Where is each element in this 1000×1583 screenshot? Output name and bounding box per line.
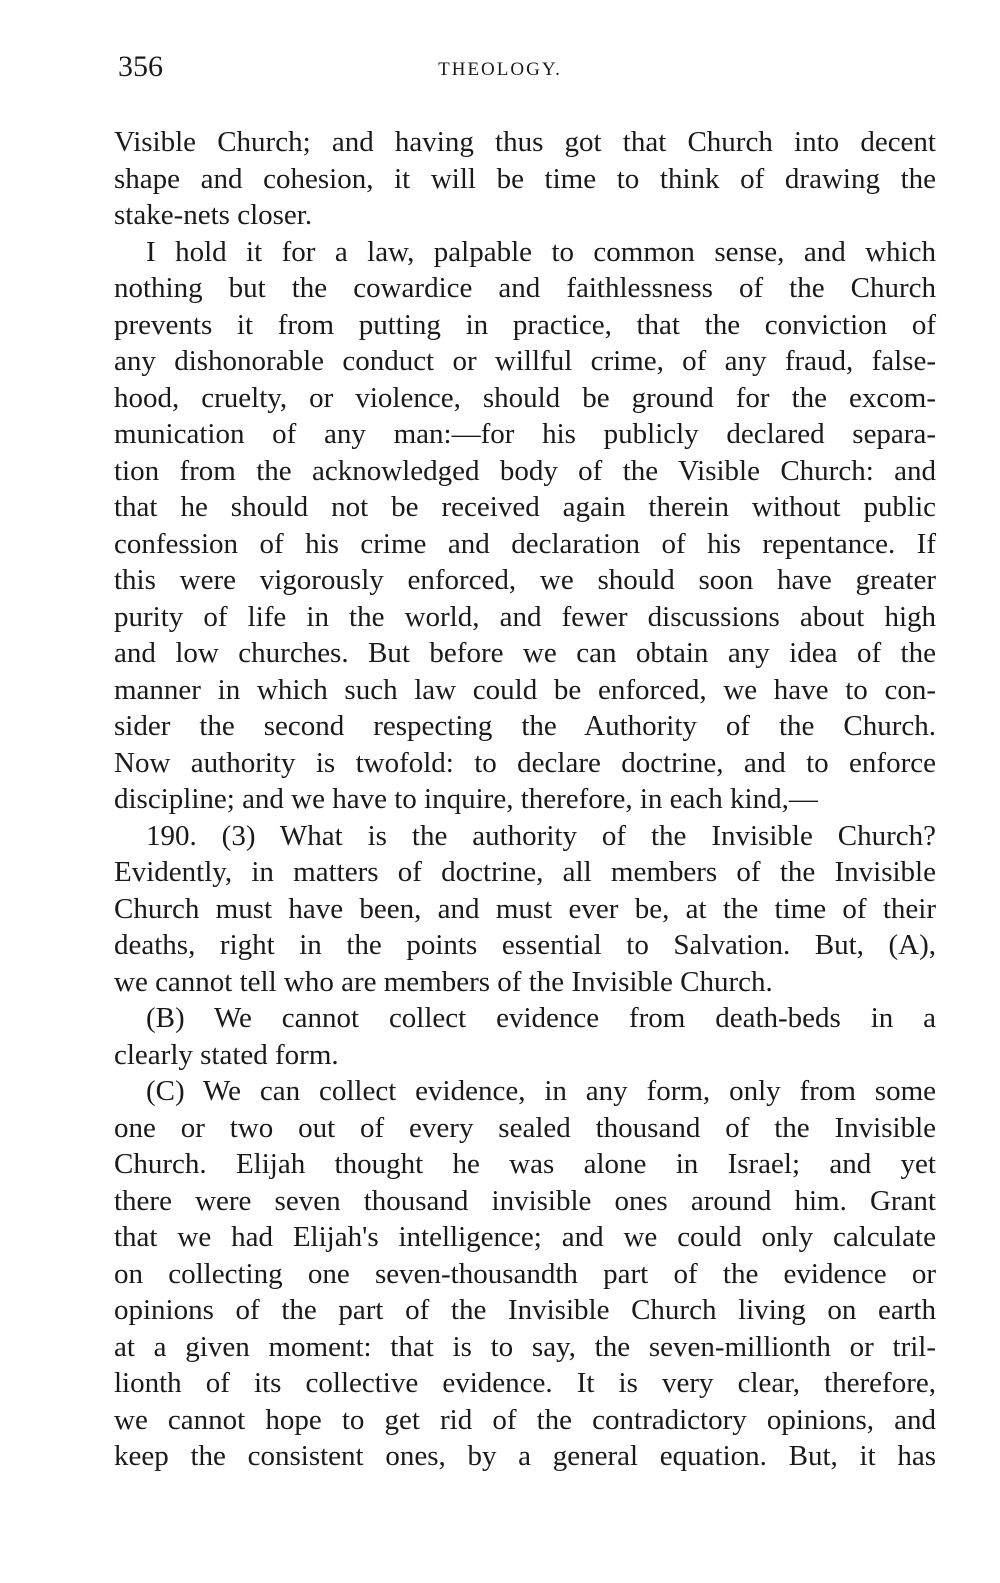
text-line: this were vigorously enforced, we should soon have greater bbox=[114, 564, 936, 596]
text-line: Now authority is twofold: to declare doctrine, and to enforce bbox=[114, 746, 936, 779]
text-line: munication of any man:—for his publicly declared separa- bbox=[114, 418, 936, 450]
text-line: there were seven thousand invisible ones around him. Grant bbox=[114, 1184, 936, 1217]
text-line: discipline; and we have to inquire, therefore, in each kind,— bbox=[114, 783, 818, 815]
text-line: manner in which such law could be enforced, we have to con- bbox=[114, 673, 936, 706]
text-line: hood, cruelty, or violence, should be ground for the excom- bbox=[114, 381, 936, 414]
text-line: stake-nets closer. bbox=[114, 199, 313, 231]
text-line: any dishonorable conduct or willful crime, of any fraud, false- bbox=[114, 345, 936, 377]
running-title: THEOLOGY. bbox=[438, 59, 562, 80]
text-line: at a given moment: that is to say, the seven-millionth or tril- bbox=[114, 1330, 936, 1363]
page-number: 356 bbox=[118, 50, 163, 83]
text-line: tion from the acknowledged body of the Visible Church: and bbox=[114, 454, 936, 487]
text-line: sider the second respecting the Authority of the Church. bbox=[114, 710, 936, 742]
text-line: shape and cohesion, it will be time to think of drawing the bbox=[114, 162, 936, 195]
text-line: and low churches. But before we can obtain any idea of the bbox=[114, 637, 936, 669]
text-line: (C) We can collect evidence, in any form, only from some bbox=[146, 1075, 936, 1107]
text-line: opinions of the part of the Invisible Church living on earth bbox=[114, 1294, 936, 1326]
text-line: deaths, right in the points essential to Salvation. But, (A), bbox=[114, 929, 936, 961]
text-line: lionth of its collective evidence. It is very clear, therefore, bbox=[114, 1367, 936, 1399]
text-line: prevents it from putting in practice, that the conviction of bbox=[114, 308, 936, 341]
body-text bbox=[114, 124, 936, 1475]
text-line: (B) We cannot collect evidence from death-beds in a bbox=[146, 1002, 936, 1034]
text-line: nothing but the cowardice and faithlessness of the Church bbox=[114, 272, 936, 304]
text-line: we cannot hope to get rid of the contradictory opinions, and bbox=[114, 1403, 936, 1436]
text-line: that we had Elijah's intelligence; and we could only calculate bbox=[114, 1221, 936, 1253]
text-line: Church must have been, and must ever be, at the time of their bbox=[114, 892, 936, 925]
text-line: 190. (3) What is the authority of the Invisible Church? bbox=[146, 819, 936, 852]
text-line: we cannot tell who are members of the Invisible Church. bbox=[114, 965, 773, 998]
text-line: I hold it for a law, palpable to common sense, and which bbox=[146, 235, 936, 268]
text-line: one or two out of every sealed thousand of the Invisible bbox=[114, 1111, 936, 1144]
text-line: clearly stated form. bbox=[114, 1038, 339, 1071]
text-line: on collecting one seven-thousandth part of the evidence or bbox=[114, 1257, 936, 1290]
text-line: that he should not be received again therein without public bbox=[114, 491, 936, 523]
text-line: Church. Elijah thought he was alone in Israel; and yet bbox=[114, 1148, 936, 1180]
text-line: Evidently, in matters of doctrine, all members of the Invisible bbox=[114, 856, 936, 888]
text-line: purity of life in the world, and fewer discussions about high bbox=[114, 600, 936, 633]
text-line: keep the consistent ones, by a general equation. But, it has bbox=[114, 1440, 936, 1472]
text-line: Visible Church; and having thus got that Church into decent bbox=[114, 126, 936, 158]
text-line: confession of his crime and declaration of his repentance. If bbox=[114, 527, 936, 560]
